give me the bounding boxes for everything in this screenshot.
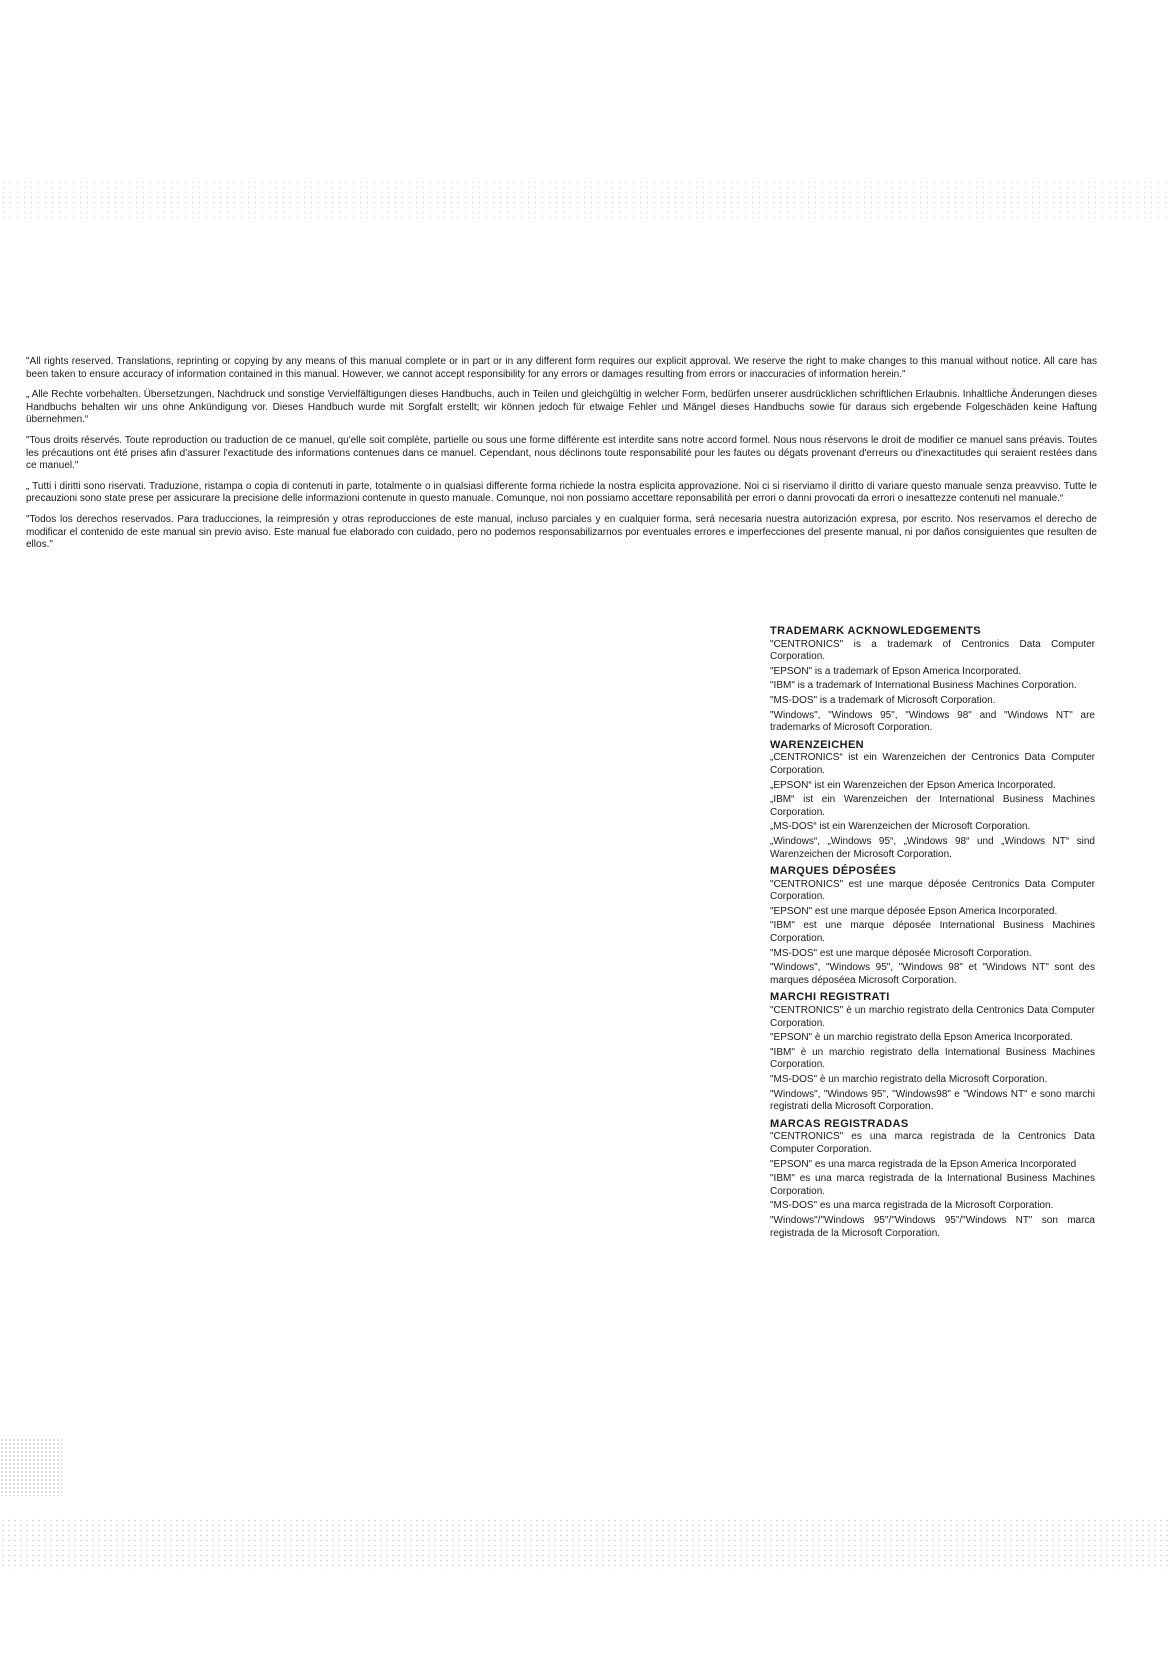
scan-noise-top xyxy=(0,180,1168,220)
trademark-column xyxy=(770,625,1095,1242)
trademark-line: "EPSON" est une marque déposée Epson America Incorporated. xyxy=(770,905,1058,917)
trademark-line: "Windows", "Windows 95", "Windows 98" et "Windows NT" sont des marques déposéea Microsoft Corporation. xyxy=(770,962,1095,986)
trademark-line: „MS-DOS“ ist ein Warenzeichen der Microsoft Corporation. xyxy=(770,821,1031,833)
trademark-line: "IBM" est une marque déposée International Business Machines Corporation. xyxy=(770,920,1095,945)
trademark-line: "IBM" è un marchio registrato della International Business Machines Corporation. xyxy=(770,1046,1095,1071)
trademark-line: „IBM“ ist ein Warenzeichen der International Business Machines Corporation. xyxy=(770,794,1095,818)
copyright-notice-es: "Todos los derechos reservados. Para traducciones, la reimpresión y otras reproducciones de este manual, incluso parciales y en cualquier forma, será necesaria nuestra autorización expresa, por escrito. Nos reservamos el derecho de modificar el contenido de este manual sin previo aviso. Este manual fue elaborado con cuidado, pero no podemos responsabilizarnos por eventuales errores e imperfecciones del presente manual, ni por daños consiguientes que resulten de ellos." xyxy=(26,513,1097,551)
trademark-heading-fr: MARQUES DÉPOSÉES xyxy=(770,865,897,878)
copyright-notice-de: „ Alle Rechte vorbehalten. Übersetzungen, Nachdruck und sonstige Vervielfältigungen dieses Handbuchs, auch in Teilen und gleichgültig in welcher Form, bedürfen unserer ausdrücklichen schriftlichen Erlaubnis. Inhaltliche Änderungen dieses Handbuchs behalten wir uns ohne Ankündigung vor. Dieses Handbuch wurde mit Sorgfalt erstellt; wir können jedoch für etwaige Fehler und Mängel dieses Handbuchs sowie für daraus sich ergebende Folgeschäden keine Haftung übernehmen.“ xyxy=(26,389,1097,426)
trademark-heading-es: MARCAS REGISTRADAS xyxy=(770,1117,909,1130)
scan-noise-bottom xyxy=(0,1518,1168,1570)
trademark-line: „Windows“, „Windows 95“, „Windows 98“ und „Windows NT“ sind Warenzeichen der Microsoft Corporation. xyxy=(770,835,1095,860)
trademark-line: "MS-DOS" est une marque déposée Microsoft Corporation. xyxy=(770,947,1032,959)
trademark-line: "MS-DOS" è un marchio registrato della Microsoft Corporation. xyxy=(770,1074,1048,1085)
trademark-line: "MS-DOS" es una marca registrada de la Microsoft Corporation. xyxy=(770,1200,1054,1212)
trademark-line: "CENTRONICS" is a trademark of Centronics Data Computer Corporation. xyxy=(770,638,1095,663)
trademark-line: "EPSON" is a trademark of Epson America Incorporated. xyxy=(770,665,1022,677)
copyright-notice-it: „ Tutti i diritti sono riservati. Traduzione, ristampa o copia di contenuti in parte, totalmente o in qualsiasi differente forma richiede la nostra esplicita approvazione. Noi ci si riserviamo il diritto di variare questo manuale senza preavviso. Tutte le precauzioni sono state prese per assicurare la precisione delle informazioni contenute in questo manuale. Comunque, noi non possiamo accettare reponsabilità per errori o danni provocati da errori o inesattezze contenuti nel manuale.“ xyxy=(26,480,1097,505)
copyright-notice-en: "All rights reserved. Translations, reprinting or copying by any means of this manual complete or in part or in any different form requires our explicit approval. We reserve the right to make changes to this manual without notice. All care has been taken to ensure accuracy of information contained in this manual. However, we cannot accept responsibility for any errors or damages resulting from errors or inaccuracies of information herein." xyxy=(26,356,1097,380)
trademark-line: "CENTRONICS" è un marchio registrato della Centronics Data Computer Corporation. xyxy=(770,1005,1095,1029)
trademark-line: „CENTRONICS“ ist ein Warenzeichen der Centronics Data Computer Corporation. xyxy=(770,752,1095,776)
trademark-heading-it: MARCHI REGISTRATI xyxy=(770,991,890,1004)
trademark-line: "Windows"/"Windows 95"/"Windows 95"/"Windows NT" son marca registrada de la Microsoft Corporation. xyxy=(770,1214,1095,1239)
trademark-line: „EPSON“ ist ein Warenzeichen der Epson America Incorporated. xyxy=(770,779,1056,791)
trademark-line: "IBM" es una marca registrada de la International Business Machines Corporation. xyxy=(770,1173,1095,1197)
trademark-line: "Windows", "Windows 95", "Windows 98" and "Windows NT" are trademarks of Microsoft Corporation. xyxy=(770,709,1095,734)
copyright-notices xyxy=(26,356,1097,560)
trademark-heading-en: TRADEMARK ACKNOWLEDGEMENTS xyxy=(770,625,982,637)
trademark-line: "CENTRONICS" est une marque déposée Centronics Data Computer Corporation. xyxy=(770,878,1095,903)
trademark-heading-de: WARENZEICHEN xyxy=(770,738,865,751)
trademark-line: "EPSON" è un marchio registrato della Epson America Incorporated. xyxy=(770,1032,1073,1044)
scan-noise-corner xyxy=(0,1438,62,1496)
trademark-line: "EPSON" es una marca registrada de la Epson America Incorporated xyxy=(770,1158,1077,1170)
copyright-notice-fr: "Tous droits réservés. Toute reproduction ou traduction de ce manuel, qu'elle soit complète, partielle ou sous une forme différente est interdite sans notre accord formel. Nous nous réservons le droit de modifier ce manuel sans préavis. Toutes les précautions ont été prises afin d'assurer l'exactitude des informations contenues dans ce manuel. Cependant, nous déclinons toute responsabilité pour les fautes ou dégats provenant d'erreurs ou d'inexactitudes qui seraient restées dans ce manuel." xyxy=(26,434,1097,472)
trademark-line: "CENTRONICS" es una marca registrada de la Centronics Data Computer Corporation. xyxy=(770,1131,1095,1155)
trademark-line: "Windows", "Windows 95", "Windows98" e "Windows NT" e sono marchi registrati della Microsoft Corporation. xyxy=(770,1088,1095,1113)
trademark-line: "IBM" is a trademark of International Business Machines Corporation. xyxy=(770,680,1077,692)
trademark-line: "MS-DOS" is a trademark of Microsoft Corporation. xyxy=(770,694,996,706)
